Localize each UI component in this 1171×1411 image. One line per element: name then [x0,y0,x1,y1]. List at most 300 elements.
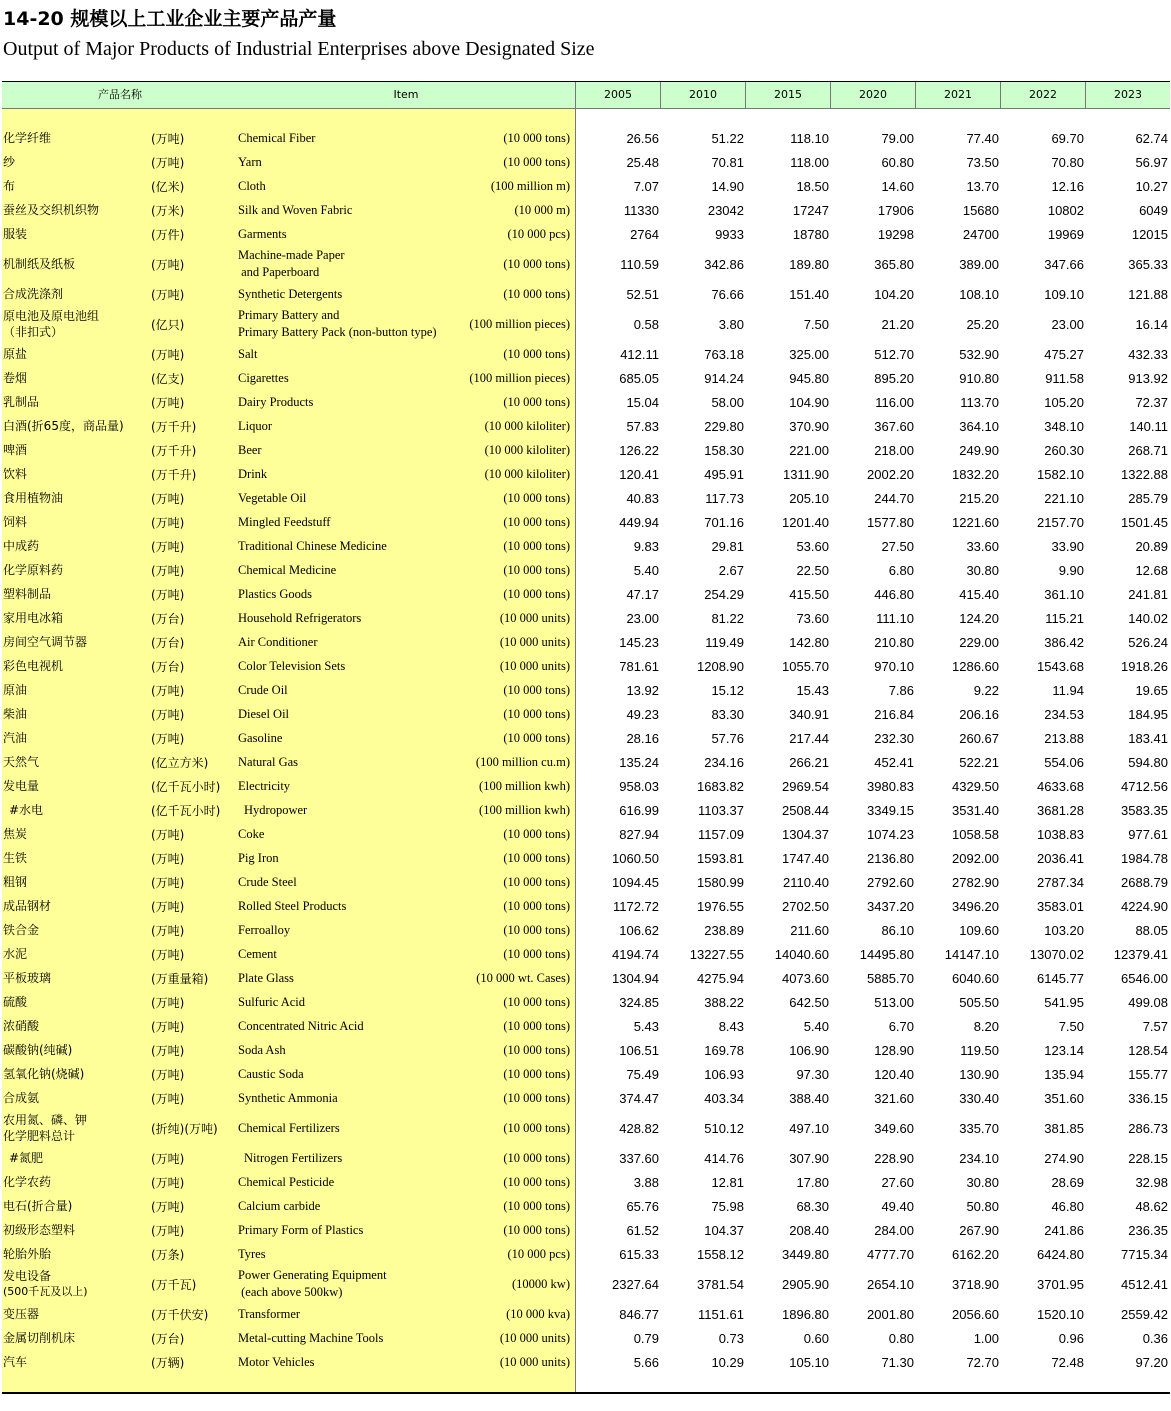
product-name-zh-line1: 农用氮、磷、钾 [3,1113,88,1127]
unit-zh: (万吨) [151,491,185,506]
product-name-zh [3,1110,149,1146]
value-cell: 238.89 [704,922,744,938]
value-cell: 18780 [792,226,829,242]
value-cell: 105.10 [789,1354,829,1370]
value-cell: 475.27 [1044,346,1084,362]
value-cell: 284.00 [874,1222,914,1238]
value-cell: 2157.70 [1037,514,1084,530]
value-cell: 19.65 [1135,682,1168,698]
value-cell: 205.10 [789,490,829,506]
unit-en: (100 million kwh) [479,802,570,817]
unit-zh: (万吨) [151,899,185,914]
value-cell: 229.80 [704,418,744,434]
item-en-line1: Primary Battery and [238,308,340,322]
product-name-zh-line2: (500千瓦及以上) [3,1285,88,1298]
unit-en: (10 000 tons) [503,1066,570,1081]
value-cell: 685.05 [619,370,659,386]
value-cell: 23042 [707,202,744,218]
value-cell: 1896.80 [782,1306,829,1322]
value-cell: 1055.70 [782,658,829,674]
unit-zh: (万吨) [151,287,185,302]
table-row [0,1110,1171,1146]
value-cell: 221.00 [789,442,829,458]
value-cell: 1543.68 [1037,658,1084,674]
value-cell: 2136.80 [867,850,914,866]
value-cell: 337.60 [619,1150,659,1166]
unit-en: (10 000 tons) [503,682,570,697]
value-cell: 151.40 [789,286,829,302]
unit-en: (10 000 pcs) [507,226,570,241]
unit-en: (10 000 tons) [503,1198,570,1213]
value-cell: 5.40 [803,1018,829,1034]
value-cell: 1157.09 [697,826,744,842]
item-en: Chemical Fertilizers [238,1120,340,1135]
item-en [238,306,470,342]
unit-zh: (万吨) [151,947,185,962]
value-cell: 23.00 [1051,316,1084,332]
value-cell: 117.73 [705,490,744,506]
value-cell: 221.10 [1044,490,1084,506]
value-cell: 3701.95 [1037,1276,1084,1292]
value-cell: 155.77 [1128,1066,1168,1082]
table-row [0,222,1171,246]
value-cell: 65.76 [626,1198,659,1214]
unit-zh: (万吨) [151,1175,185,1190]
value-cell: 12.81 [711,1174,744,1190]
value-cell: 18.50 [796,178,829,194]
unit-zh: (万吨) [151,515,185,530]
item-en-line1: Machine-made Paper [238,248,345,262]
unit-zh: (万台) [151,1331,185,1346]
unit-zh: (万吨) [151,995,185,1010]
unit-zh: (万吨) [151,707,185,722]
value-cell: 103.20 [1044,922,1084,938]
value-cell: 403.34 [704,1090,744,1106]
item-en: Gasoline [238,730,283,745]
value-cell: 49.23 [626,706,659,722]
unit-en: (10 000 tons) [503,706,570,721]
value-cell: 351.60 [1044,1090,1084,1106]
unit-zh: (万吨) [151,923,185,938]
unit-zh: (万千升) [151,443,197,458]
value-cell: 1094.45 [612,874,659,890]
unit-en: (10 000 kva) [506,1306,570,1321]
value-cell: 4329.50 [952,778,999,794]
value-cell: 62.74 [1135,130,1168,146]
table-row [0,630,1171,654]
item-en: Sulfuric Acid [238,994,306,1009]
value-cell: 0.60 [803,1330,829,1346]
bottom-rule [2,1392,1170,1394]
value-cell: 1304.37 [782,826,829,842]
product-name-zh: 汽车 [3,1355,28,1369]
unit-en: (10 000 units) [499,658,570,673]
value-cell: 15680 [962,202,999,218]
value-cell: 412.11 [620,346,659,362]
value-cell: 763.18 [704,346,744,362]
value-cell: 234.10 [959,1150,999,1166]
value-cell: 128.90 [874,1042,914,1058]
unit-en: (10 000 tons) [503,490,570,505]
value-cell: 3531.40 [952,802,999,818]
value-cell: 846.77 [619,1306,659,1322]
value-cell: 1832.20 [952,466,999,482]
product-name-zh: 原盐 [3,347,28,361]
item-en: Vegetable Oil [238,490,307,505]
value-cell: 781.61 [619,658,659,674]
value-cell: 386.42 [1044,634,1084,650]
value-cell: 414.76 [704,1150,744,1166]
product-name-zh: 机制纸及纸板 [3,257,76,271]
unit-en: (10 000 tons) [503,1042,570,1057]
value-cell: 415.40 [959,586,999,602]
value-cell: 9.22 [973,682,999,698]
table-row [0,582,1171,606]
table-row [0,1014,1171,1038]
unit-zh: (万台) [151,635,185,650]
value-cell: 2688.79 [1121,874,1168,890]
table-row [0,174,1171,198]
table-row [0,726,1171,750]
value-cell: 286.73 [1128,1120,1168,1136]
table-row [0,1242,1171,1266]
table-row [0,1086,1171,1110]
product-name-zh: 饮料 [3,467,28,481]
unit-en: (10 000 units) [499,634,570,649]
unit-en: (10 000 tons) [503,394,570,409]
product-name-zh-line1: 发电设备 [3,1269,52,1283]
item-en: Rolled Steel Products [238,898,347,913]
item-en-line2: and Paperboard [238,265,320,279]
value-cell: 1286.60 [952,658,999,674]
value-cell: 349.60 [874,1120,914,1136]
value-cell: 72.37 [1135,394,1168,410]
product-name-zh: 饲料 [3,515,28,529]
value-cell: 28.16 [626,730,659,746]
value-cell: 330.40 [959,1090,999,1106]
value-cell: 106.62 [619,922,659,938]
value-cell: 1984.78 [1121,850,1168,866]
value-cell: 47.17 [626,586,659,602]
value-cell: 1038.83 [1037,826,1084,842]
value-cell: 158.30 [704,442,744,458]
value-cell: 342.86 [704,256,744,272]
value-cell: 970.10 [874,658,914,674]
value-cell: 14147.10 [944,946,999,962]
value-cell: 260.30 [1044,442,1084,458]
item-en: Crude Oil [238,682,288,697]
value-cell: 21.20 [881,316,914,332]
product-name-zh: 金属切削机床 [3,1331,76,1345]
product-name-zh: 碳酸钠(纯碱) [3,1043,73,1057]
item-en: Soda Ash [238,1042,286,1057]
product-name-zh: 化学原料药 [3,563,64,577]
value-cell: 13.92 [626,682,659,698]
item-en: Tyres [238,1246,266,1261]
value-cell: 12379.41 [1113,946,1168,962]
product-name-zh: 初级形态塑料 [3,1223,76,1237]
item-en: Concentrated Nitric Acid [238,1018,364,1033]
unit-zh: (万吨) [151,1019,185,1034]
value-cell: 428.82 [619,1120,659,1136]
product-name-zh: 电石(折合量) [3,1199,73,1213]
value-cell: 110.59 [620,256,659,272]
value-cell: 69.70 [1051,130,1084,146]
unit-en: (100 million kwh) [479,778,570,793]
value-cell: 217.44 [789,730,829,746]
value-cell: 22.50 [796,562,829,578]
value-cell: 13070.02 [1029,946,1084,962]
value-cell: 495.91 [704,466,744,482]
value-cell: 58.00 [711,394,744,410]
value-cell: 57.83 [626,418,659,434]
item-en: Silk and Woven Fabric [238,202,353,217]
value-cell: 6424.80 [1037,1246,1084,1262]
item-en: Calcium carbide [238,1198,321,1213]
unit-en: (10 000 pcs) [507,1246,570,1261]
table-row [0,1062,1171,1086]
header-year: 2005 [604,88,632,101]
value-cell: 5.40 [633,562,659,578]
value-cell: 81.22 [711,610,744,626]
value-cell: 0.80 [888,1330,914,1346]
value-cell: 432.33 [1128,346,1168,362]
header-year: 2021 [944,88,972,101]
item-en [238,246,470,282]
value-cell: 3496.20 [952,898,999,914]
value-cell: 229.00 [959,634,999,650]
header-year: 2022 [1029,88,1057,101]
value-cell: 2969.54 [782,778,829,794]
value-cell: 0.96 [1058,1330,1084,1346]
product-name-zh-line2: （非扣式） [3,325,64,339]
table-row [0,990,1171,1014]
product-name-zh: 柴油 [3,707,28,721]
value-cell: 71.30 [881,1354,914,1370]
unit-en: (10 000 units) [499,1354,570,1369]
product-name-zh [3,1266,149,1302]
value-cell: 211.60 [790,922,829,938]
value-cell: 913.92 [1128,370,1168,386]
item-en-line2: (each above 500kw) [238,1285,343,1299]
table-row [0,702,1171,726]
value-cell: 307.90 [789,1150,829,1166]
unit-en: (10 000 tons) [503,874,570,889]
value-cell: 6049 [1139,202,1168,218]
value-cell: 15.43 [796,682,829,698]
unit-en: (10000 kw) [512,1276,570,1291]
item-en: Liquor [238,418,273,433]
value-cell: 97.20 [1135,1354,1168,1370]
value-cell: 13227.55 [689,946,744,962]
value-cell: 365.80 [874,256,914,272]
value-cell: 9.90 [1058,562,1084,578]
product-name-zh: 浓硝酸 [3,1019,40,1033]
value-cell: 266.21 [789,754,829,770]
value-cell: 446.80 [874,586,914,602]
value-cell: 4777.70 [867,1246,914,1262]
value-cell: 16.14 [1135,316,1168,332]
unit-en: (10 000 tons) [503,514,570,529]
unit-en: (10 000 tons) [503,538,570,553]
item-en: Drink [238,466,268,481]
value-cell: 108.10 [959,286,999,302]
item-en: Chemical Fiber [238,130,316,145]
value-cell: 388.40 [789,1090,829,1106]
value-cell: 119.50 [960,1042,999,1058]
value-cell: 213.88 [1044,730,1084,746]
value-cell: 415.50 [789,586,829,602]
product-name-zh: 家用电冰箱 [3,611,64,625]
unit-en: (10 000 tons) [503,994,570,1009]
value-cell: 2036.41 [1037,850,1084,866]
value-cell: 1221.60 [952,514,999,530]
unit-zh: (万吨) [151,155,185,170]
item-en: Chemical Pesticide [238,1174,335,1189]
table-row [0,1302,1171,1326]
table-row [0,558,1171,582]
value-cell: 268.71 [1128,442,1168,458]
value-cell: 68.30 [796,1198,829,1214]
value-cell: 28.69 [1051,1174,1084,1190]
value-cell: 40.83 [626,490,659,506]
value-cell: 104.37 [704,1222,744,1238]
product-name-zh: 塑料制品 [3,587,52,601]
product-name-zh: 合成氨 [3,1091,40,1105]
product-name-zh: 汽油 [3,731,28,745]
value-cell: 3980.83 [867,778,914,794]
value-cell: 30.80 [966,562,999,578]
value-cell: 554.06 [1044,754,1084,770]
value-cell: 911.58 [1045,370,1084,386]
header-item: Item [393,88,419,101]
table-row [0,1266,1171,1302]
value-cell: 1074.23 [867,826,914,842]
item-en: Motor Vehicles [238,1354,315,1369]
unit-en: (10 000 units) [499,610,570,625]
value-cell: 120.40 [874,1066,914,1082]
table-row [0,366,1171,390]
product-name-zh: 天然气 [3,755,40,769]
table-row [0,126,1171,150]
table-row [0,894,1171,918]
header-year: 2023 [1114,88,1142,101]
value-cell: 17906 [877,202,914,218]
unit-zh: (万吨) [151,1223,185,1238]
item-en: Synthetic Detergents [238,286,343,301]
value-cell: 97.30 [796,1066,829,1082]
value-cell: 381.85 [1044,1120,1084,1136]
table-row [0,654,1171,678]
value-cell: 285.79 [1128,490,1168,506]
value-cell: 1304.94 [612,970,659,986]
item-en-line1: Power Generating Equipment [238,1268,387,1282]
value-cell: 370.90 [789,418,829,434]
item-en: Cement [238,946,277,961]
value-cell: 541.95 [1044,994,1084,1010]
value-cell: 115.21 [1045,610,1084,626]
value-cell: 116.00 [875,394,914,410]
value-cell: 958.03 [619,778,659,794]
item-en: Garments [238,226,287,241]
value-cell: 19298 [877,226,914,242]
value-cell: 367.60 [874,418,914,434]
table-row [0,846,1171,870]
product-name-zh: 硫酸 [3,995,28,1009]
value-cell: 5.43 [633,1018,659,1034]
unit-zh: (万吨) [151,131,185,146]
table-row [0,1170,1171,1194]
item-en-line2: Primary Battery Pack (non-button type) [238,325,437,339]
value-cell: 30.80 [966,1174,999,1190]
value-cell: 2782.90 [952,874,999,890]
unit-zh: (亿千瓦小时) [151,803,221,818]
unit-zh: (万吨) [151,731,185,746]
value-cell: 234.53 [1044,706,1084,722]
value-cell: 113.70 [960,394,999,410]
value-cell: 0.36 [1142,1330,1168,1346]
unit-en: (10 000 units) [499,1330,570,1345]
value-cell: 14.60 [881,178,914,194]
unit-zh: (万吨) [151,1199,185,1214]
value-cell: 2787.34 [1037,874,1084,890]
unit-zh: (亿只) [151,317,185,332]
item-en: Cloth [238,178,266,193]
value-cell: 1322.88 [1121,466,1168,482]
value-cell: 75.98 [711,1198,744,1214]
table-title-zh: 14-20 规模以上工业企业主要产品产量 [3,8,337,30]
value-cell: 615.33 [619,1246,659,1262]
value-cell: 8.20 [973,1018,999,1034]
value-cell: 15.04 [626,394,659,410]
value-cell: 135.24 [619,754,659,770]
value-cell: 46.80 [1051,1198,1084,1214]
value-cell: 452.41 [874,754,914,770]
value-cell: 7715.34 [1121,1246,1168,1262]
value-cell: 977.61 [1128,826,1168,842]
value-cell: 83.30 [711,706,744,722]
value-cell: 106.90 [789,1042,829,1058]
item-en: Electricity [238,778,291,793]
value-cell: 2110.40 [782,874,829,890]
value-cell: 9933 [715,226,744,242]
value-cell: 70.81 [711,154,744,170]
value-cell: 10.27 [1135,178,1168,194]
unit-en: (10 000 tons) [503,946,570,961]
value-cell: 11330 [623,202,659,218]
unit-en: (10 000 tons) [503,898,570,913]
value-cell: 6040.60 [952,970,999,986]
value-cell: 340.91 [789,706,829,722]
value-cell: 32.98 [1135,1174,1168,1190]
unit-zh: (亿米) [151,179,185,194]
value-cell: 1058.58 [952,826,999,842]
unit-zh: (万台) [151,611,185,626]
value-cell: 2905.90 [782,1276,829,1292]
value-cell: 336.15 [1128,1090,1168,1106]
value-cell: 497.10 [789,1120,829,1136]
value-cell: 895.20 [874,370,914,386]
value-cell: 321.60 [874,1090,914,1106]
item-en: Dairy Products [238,394,314,409]
value-cell: 5885.70 [867,970,914,986]
value-cell: 324.85 [619,994,659,1010]
unit-zh: (万件) [151,227,185,242]
value-cell: 827.94 [619,826,659,842]
value-cell: 2001.80 [867,1306,914,1322]
unit-en: (10 000 kiloliter) [484,418,570,433]
unit-en: (10 000 tons) [503,922,570,937]
